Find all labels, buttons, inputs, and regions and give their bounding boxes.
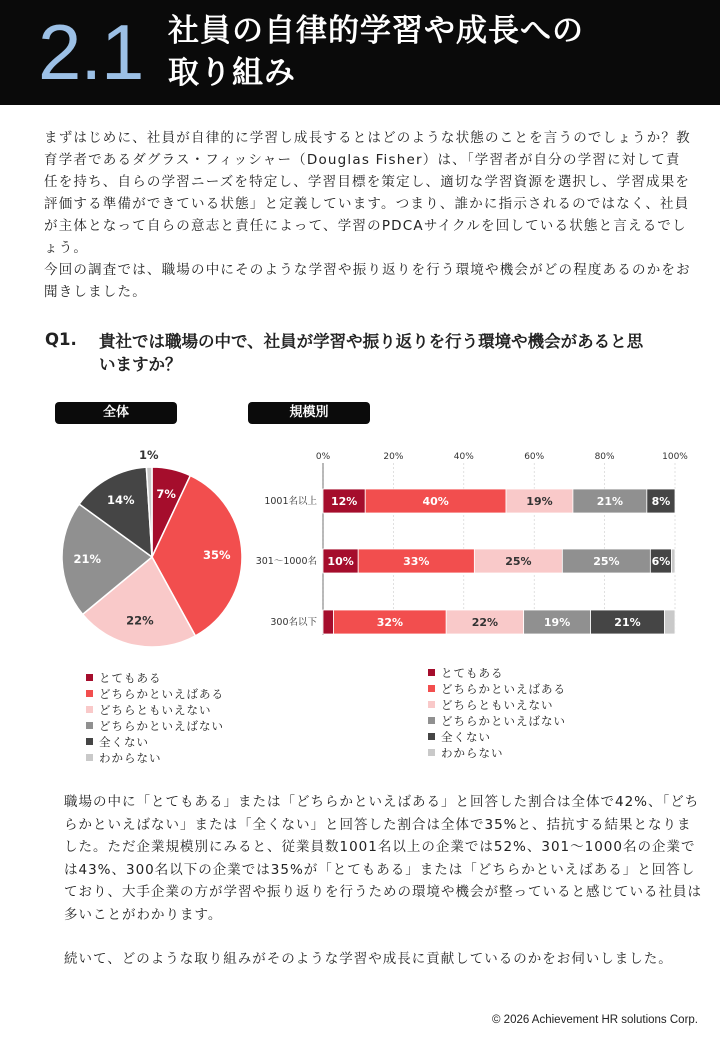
- title-line-2: 取り組み: [168, 55, 296, 91]
- legend-swatch: [428, 669, 435, 676]
- legend-item: [86, 750, 224, 766]
- pie-legend: [86, 670, 224, 766]
- bar-segment-label: 25%: [505, 555, 532, 568]
- legend-item: [86, 734, 224, 750]
- pie-slice-label: 22%: [126, 613, 154, 628]
- section-number: 2.1: [38, 8, 144, 96]
- category-label: 1001名以上: [264, 496, 317, 507]
- legend-label: どちらともいえない: [99, 703, 212, 717]
- conclusion-text: [64, 791, 704, 971]
- conclusion-paragraph: 職場の中に「とてもある」または「どちらかといえばある」と回答した割合は全体で42%、「どちらかといえばない」または「全くない」と回答した割合は全体で35%と、拮抗する結果となりました。ただ企業規模別にみると、従業員数1001名以上の企業では52%、301～1000名の企業では43%、300名以下の企業では35%が「とてもある」または「どちらかといえばある」と回答しており、大手企業の方が学習や振り返りを行うための環境や機会が整っていると感じている社員は多いことがわかります。: [64, 794, 702, 923]
- bar-segment-label: 8%: [651, 495, 671, 508]
- pie-slice-label: 1%: [139, 448, 159, 463]
- legend-swatch: [428, 701, 435, 708]
- legend-swatch: [86, 706, 93, 713]
- pie-slice-label: 7%: [156, 486, 176, 501]
- bar-legend: [428, 665, 566, 761]
- overall-pie-chart: [55, 435, 255, 650]
- conclusion-paragraph: 続いて、どのような取り組みがそのような学習や成長に貢献しているのかをお伺いしました。: [64, 951, 673, 967]
- bar-segment-label: 10%: [327, 555, 354, 568]
- overall-label: 全体: [55, 402, 177, 424]
- legend-swatch: [86, 674, 93, 681]
- legend-label: どちらともいえない: [441, 698, 554, 712]
- legend-swatch: [428, 717, 435, 724]
- x-tick-label: 20%: [383, 452, 404, 462]
- legend-swatch: [86, 690, 93, 697]
- legend-label: 全くない: [99, 735, 149, 749]
- category-label: 301～1000名: [255, 556, 317, 567]
- legend-swatch: [86, 722, 93, 729]
- legend-swatch: [86, 738, 93, 745]
- legend-item: [428, 745, 566, 761]
- bar-segment-label: 22%: [471, 616, 499, 629]
- x-tick-label: 100%: [662, 452, 688, 462]
- question-text: 貴社では職場の中で、社員が学習や振り返りを行う環境や機会があると思いますか？: [99, 332, 644, 374]
- legend-label: どちらかといえばある: [441, 682, 566, 696]
- legend-label: 全くない: [441, 730, 491, 744]
- legend-label: とてもある: [99, 671, 162, 685]
- bar-segment-label: 21%: [596, 495, 624, 508]
- x-tick-label: 0%: [315, 452, 331, 462]
- pie-slice-label: 35%: [203, 547, 231, 562]
- bar-segment-label: 21%: [614, 616, 641, 629]
- bar-segment-label: 6%: [651, 555, 671, 568]
- legend-item: [428, 729, 566, 745]
- bar-segment-label: 19%: [543, 616, 571, 629]
- legend-swatch: [428, 733, 435, 740]
- bar-segment-label: 19%: [526, 495, 553, 508]
- page-title: [168, 10, 688, 94]
- category-label: 300名以下: [270, 617, 317, 628]
- x-tick-label: 60%: [524, 452, 545, 462]
- bar-segment: [323, 610, 334, 634]
- pie-slice-label: 21%: [73, 552, 101, 567]
- legend-label: どちらかといえばない: [441, 714, 566, 728]
- legend-item: [428, 665, 566, 681]
- bar-segment-label: 25%: [593, 555, 620, 568]
- legend-item: [428, 713, 566, 729]
- legend-item: [86, 686, 224, 702]
- legend-item: [86, 670, 224, 686]
- legend-item: [86, 718, 224, 734]
- legend-item: [428, 681, 566, 697]
- legend-label: どちらかといえばない: [99, 719, 224, 733]
- pie-slice-label: 14%: [107, 493, 135, 508]
- legend-label: どちらかといえばある: [99, 687, 224, 701]
- legend-swatch: [428, 685, 435, 692]
- page-header: [0, 0, 720, 105]
- bar-segment-label: 40%: [422, 495, 449, 508]
- legend-label: わからない: [99, 751, 162, 765]
- bar-segment-label: 12%: [330, 495, 358, 508]
- intro-paragraph: 今回の調査では、職場の中にそのような学習や振り返りを行う環境や機会がどの程度あるのかをお聞きしました。: [44, 262, 691, 300]
- bar-segment-label: 33%: [403, 555, 430, 568]
- title-line-1: 社員の自律的学習や成長への: [168, 13, 584, 49]
- legend-label: わからない: [441, 746, 504, 760]
- copyright-footer: © 2026 Achievement HR solutions Corp.: [492, 1014, 698, 1026]
- bar-segment-label: 32%: [376, 616, 404, 629]
- question-number: Q1.: [45, 330, 77, 349]
- intro-text: [44, 127, 694, 303]
- legend-item: [428, 697, 566, 713]
- legend-swatch: [428, 749, 435, 756]
- x-tick-label: 40%: [453, 452, 474, 462]
- legend-swatch: [86, 754, 93, 761]
- intro-paragraph: まずはじめに、社員が自律的に学習し成長するとはどのような状態のことを言うのでしょうか？教育学者であるダグラス・フィッシャー（Douglas Fisher）は、「学習者が自分の学習に対して責任を持ち、自らの学習ニーズを特定し、学習目標を策定し、適切な学習資源を選択し、学習成果を評価する準備ができている状態」と定義しています。つまり、誰かに指示されるのではなく、社員が主体となって自らの意志と責任によって、学習のPDCAサイクルを回している状態と言えるでしょう。: [44, 130, 691, 256]
- bar-segment: [664, 610, 675, 634]
- legend-label: とてもある: [441, 666, 504, 680]
- x-tick-label: 80%: [594, 452, 615, 462]
- by-size-label: 規模別: [248, 402, 370, 424]
- legend-item: [86, 702, 224, 718]
- size-stacked-bar-chart: [245, 445, 690, 635]
- bar-segment: [671, 549, 675, 573]
